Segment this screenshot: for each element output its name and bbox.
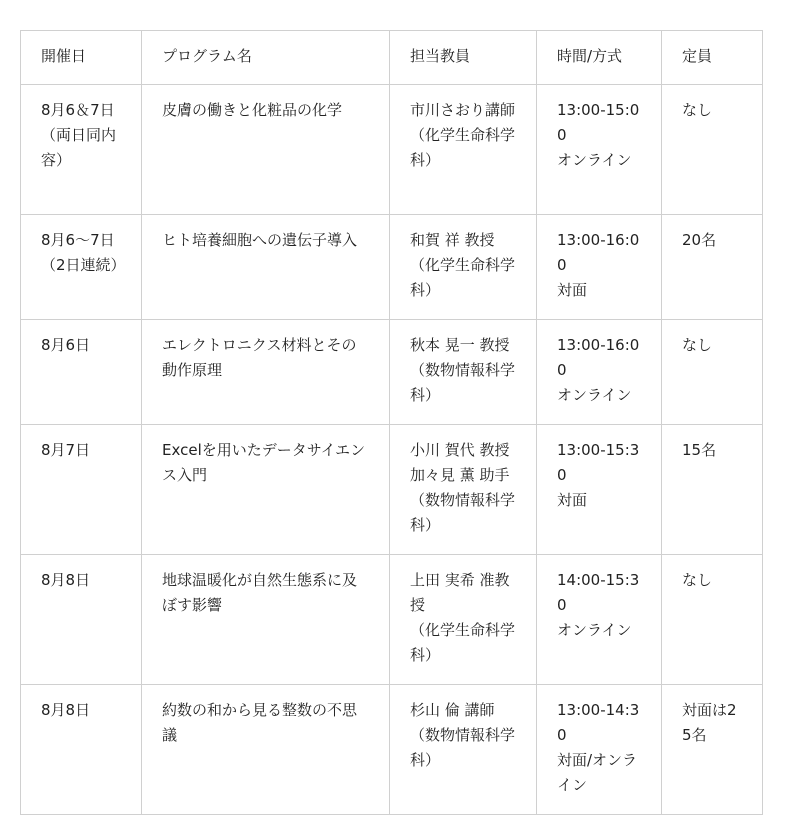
cell-teacher (390, 215, 537, 320)
cell-teacher (390, 685, 537, 815)
date-line: 8月6日 (41, 336, 91, 354)
program-schedule-table (20, 30, 763, 815)
cell-program (142, 320, 390, 425)
program-name: 皮膚の働きと化粧品の化学 (162, 101, 343, 119)
teacher-department: （数物情報科学科） (410, 361, 516, 404)
cell-program (142, 685, 390, 815)
teacher-name: 小川 賀代 教授 (410, 441, 510, 459)
time-range: 13:00-16:00 (557, 231, 640, 274)
teacher-name: 市川さおり講師 (410, 101, 516, 119)
format: 対面/オンライン (557, 751, 638, 794)
date-line: 8月6〜7日 (41, 231, 115, 249)
table-row (21, 215, 763, 320)
cell-teacher (390, 85, 537, 215)
time-range: 13:00-16:00 (557, 336, 640, 379)
capacity-value: なし (682, 336, 713, 354)
program-name: 地球温暖化が自然生態系に及ぼす影響 (162, 571, 358, 614)
cell-time (537, 85, 662, 215)
header-date: 開催日 (21, 31, 142, 85)
table-row (21, 320, 763, 425)
program-name: エレクトロニクス材料とその動作原理 (162, 336, 357, 379)
time-range: 13:00-14:30 (557, 701, 640, 744)
date-note: （2日連続） (41, 256, 126, 274)
cell-time (537, 425, 662, 555)
capacity-value: 15名 (682, 441, 717, 459)
capacity-value: 20名 (682, 231, 717, 249)
table-row (21, 685, 763, 815)
teacher-department: （数物情報科学科） (410, 491, 516, 534)
cell-date (21, 320, 142, 425)
format: オンライン (557, 621, 632, 639)
table-body (21, 85, 763, 815)
program-name: ヒト培養細胞への遺伝子導入 (162, 231, 358, 249)
format: オンライン (557, 386, 632, 404)
capacity-value: なし (682, 571, 713, 589)
time-range: 13:00-15:30 (557, 441, 640, 484)
cell-teacher (390, 555, 537, 685)
program-name: 約数の和から見る整数の不思議 (162, 701, 358, 744)
format: 対面 (557, 281, 588, 299)
teacher-department: （数物情報科学科） (410, 726, 516, 769)
cell-date (21, 555, 142, 685)
cell-date (21, 215, 142, 320)
assistant-name: 加々見 薫 助手 (410, 466, 510, 484)
header-row (21, 31, 763, 85)
cell-program (142, 85, 390, 215)
date-line: 8月8日 (41, 571, 91, 589)
program-name: Excelを用いたデータサイエンス入門 (162, 441, 366, 484)
cell-time (537, 320, 662, 425)
cell-time (537, 555, 662, 685)
capacity-value: 対面は25名 (682, 701, 737, 744)
capacity-value: なし (682, 101, 713, 119)
cell-capacity (662, 85, 763, 215)
teacher-department: （化学生命科学科） (410, 256, 516, 299)
date-note: （両日同内容） (41, 126, 117, 169)
time-range: 14:00-15:30 (557, 571, 640, 614)
format: オンライン (557, 151, 632, 169)
date-line: 8月6＆7日 (41, 101, 115, 119)
table-row (21, 425, 763, 555)
header-teacher: 担当教員 (390, 31, 537, 85)
cell-date (21, 85, 142, 215)
table-header (21, 31, 763, 85)
date-line: 8月8日 (41, 701, 91, 719)
table-row (21, 555, 763, 685)
time-range: 13:00-15:00 (557, 101, 640, 144)
format: 対面 (557, 491, 588, 509)
header-program: プログラム名 (142, 31, 390, 85)
cell-date (21, 685, 142, 815)
cell-capacity (662, 685, 763, 815)
date-line: 8月7日 (41, 441, 91, 459)
teacher-name: 秋本 晃一 教授 (410, 336, 510, 354)
teacher-name: 上田 実希 准教授 (410, 571, 510, 614)
cell-time (537, 685, 662, 815)
cell-date (21, 425, 142, 555)
cell-capacity (662, 215, 763, 320)
teacher-department: （化学生命科学科） (410, 621, 516, 664)
cell-program (142, 425, 390, 555)
cell-teacher (390, 320, 537, 425)
cell-capacity (662, 425, 763, 555)
teacher-name: 杉山 倫 講師 (410, 701, 495, 719)
cell-capacity (662, 555, 763, 685)
cell-time (537, 215, 662, 320)
header-capacity: 定員 (662, 31, 763, 85)
cell-program (142, 215, 390, 320)
table-row (21, 85, 763, 215)
cell-capacity (662, 320, 763, 425)
header-time: 時間/方式 (537, 31, 662, 85)
teacher-department: （化学生命科学科） (410, 126, 516, 169)
teacher-name: 和賀 祥 教授 (410, 231, 495, 249)
cell-teacher (390, 425, 537, 555)
cell-program (142, 555, 390, 685)
